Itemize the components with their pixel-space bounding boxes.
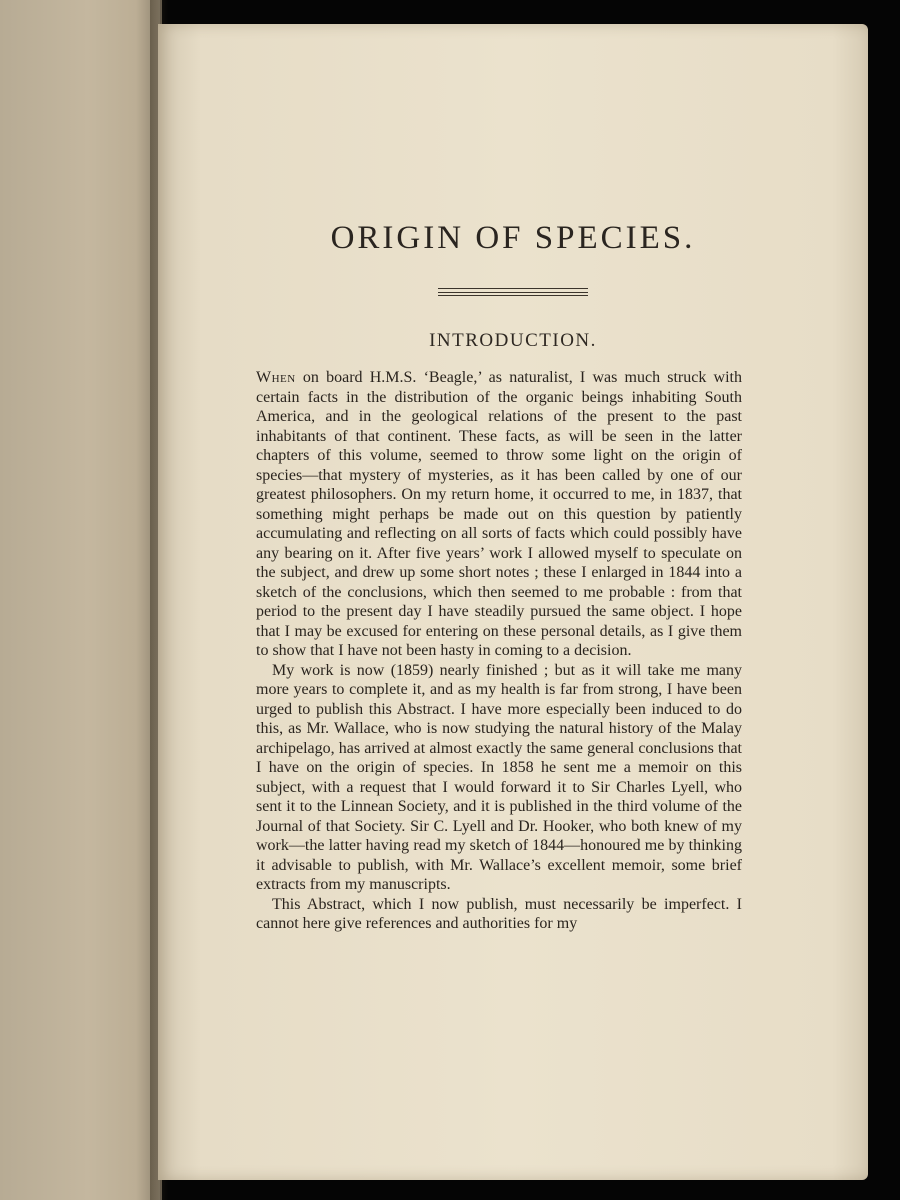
- paragraph-2: My work is now (1859) nearly finished ; but as it will take me many more years to complete it, and as my health is far from strong, I have been urged to publish this Abstract. I have more especially been induced to do this, as Mr. Wallace, who is now studying the natural history of the Malay archipelago, has arrived at almost exactly the same general conclusions that I have on the origin of species. In 1858 he sent me a memoir on this subject, with a request that I would forward it to Sir Charles Lyell, who sent it to the Linnean Society, and it is published in the third volume of the Journal of that Society. Sir C. Lyell and Dr. Hooker, who both knew of my work—the latter having read my sketch of 1844—honoured me by thinking it advisable to publish, with Mr. Wallace’s excellent memoir, some brief extracts from my manuscripts.: [256, 661, 742, 893]
- title-divider: [438, 288, 588, 293]
- paragraph-1: [256, 368, 742, 661]
- left-page-edge: [0, 0, 162, 1200]
- paragraph-3: This Abstract, which I now publish, must necessarily be imperfect. I cannot here give references and authorities for my: [256, 895, 742, 932]
- paragraph-1-text: on board H.M.S. ‘Beagle,’ as naturalist, I was much struck with certain facts in the distribution of the organic beings inhabiting South America, and in the geological relations of the present to the past inhabitants of that continent. These facts, as will be seen in the latter chapters of this volume, seemed to throw some light on the origin of species—that mystery of mysteries, as it has been called by one of our greatest philosophers. On my return home, it occurred to me, in 1837, that something might perhaps be made out on this question by patiently accumulating and reflecting on all sorts of facts which could possibly have any bearing on it. After five years’ work I allowed myself to speculate on the subject, and drew up some short notes ; these I enlarged in 1844 into a sketch of the conclusions, which then seemed to me probable : from that period to the present day I have steadily pursued the same object. I hope that I may be excused for entering on these personal details, as I give them to show that I have not been hasty in coming to a decision.: [256, 369, 742, 659]
- page-title: ORIGIN OF SPECIES.: [330, 220, 696, 256]
- section-heading: INTRODUCTION.: [429, 330, 597, 351]
- title-divider-lower: [438, 295, 588, 296]
- body-text: [256, 368, 742, 934]
- lead-word: When: [256, 369, 296, 386]
- book-page: [158, 24, 868, 1180]
